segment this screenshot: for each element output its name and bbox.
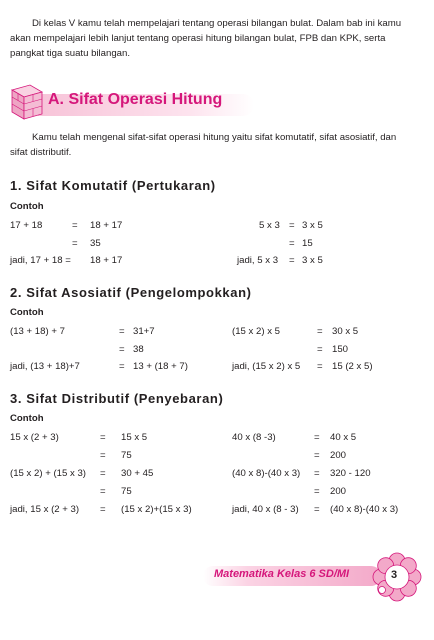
result-cell: 18 + 17 (90, 220, 123, 231)
result-cell: 15 x 5 (121, 432, 148, 443)
expr-cell: 5 x 3 (259, 220, 280, 231)
brick-wall-icon (8, 82, 44, 122)
expr-cell: jadi, 40 x (8 - 3) (232, 504, 299, 515)
expr-cell: (40 x 8)-(40 x 3) (232, 468, 301, 479)
expr-cell: jadi, 5 x 3 (237, 255, 279, 266)
equals-sign: = (317, 361, 323, 372)
expr-cell: (15 x 2) x 5 (232, 326, 280, 337)
result-cell: 31+7 (133, 326, 155, 337)
contoh-label: Contoh (10, 307, 44, 318)
expr-cell: jadi, (15 x 2) x 5 (232, 361, 301, 372)
equals-sign: = (119, 361, 125, 372)
result-cell: 15 (2 x 5) (332, 361, 373, 372)
section-a-header (8, 82, 258, 122)
equals-sign: = (119, 344, 125, 355)
contoh-label: Contoh (10, 201, 44, 212)
expr-cell: 17 + 18 (10, 220, 43, 231)
expr-cell: (13 + 18) + 7 (10, 326, 65, 337)
expr-cell: 40 x (8 -3) (232, 432, 276, 443)
expr-cell: jadi, (13 + 18)+7 (10, 361, 80, 372)
equals-sign: = (289, 220, 295, 231)
equals-sign: = (289, 238, 295, 249)
page-number: 3 (391, 569, 398, 581)
section-a-letter: A. (48, 91, 64, 108)
result-cell: 200 (330, 486, 347, 497)
result-cell: 320 - 120 (330, 468, 371, 479)
result-cell: 75 (121, 450, 132, 461)
equals-sign: = (72, 238, 78, 249)
result-cell: 18 + 17 (90, 255, 123, 266)
expr-cell: jadi, 17 + 18 = (10, 255, 71, 266)
result-cell: 35 (90, 238, 101, 249)
intro-paragraph: Di kelas V kamu telah mempelajari tentang operasi bilangan bulat. Dalam bab ini kamu akan mempelajari lebih lanjut tentang operasi hitung bilangan bulat, FPB dan KPK, serta pangkat tiga suatu bilangan. (10, 18, 402, 59)
heading-distributif: 3. Sifat Distributif (Penyebaran) (10, 391, 224, 406)
equals-sign: = (317, 326, 323, 337)
equals-sign: = (314, 486, 320, 497)
equals-sign: = (72, 220, 78, 231)
equals-sign: = (100, 486, 106, 497)
equals-sign: = (100, 432, 106, 443)
equals-sign: = (100, 450, 106, 461)
result-cell: (15 x 2)+(15 x 3) (121, 504, 192, 515)
expr-cell: (15 x 2) + (15 x 3) (10, 468, 86, 479)
equals-sign: = (100, 504, 106, 515)
result-cell: 38 (133, 344, 144, 355)
equals-sign: = (119, 326, 125, 337)
heading-asosiatif: 2. Sifat Asosiatif (Pengelompokkan) (10, 285, 252, 300)
result-cell: 13 + (18 + 7) (133, 361, 188, 372)
equals-sign: = (314, 432, 320, 443)
section-a-paragraph: Kamu telah mengenal sifat-sifat operasi hitung yaitu sifat komutatif, sifat asosiatif, dan sifat distributif. (10, 132, 397, 158)
section-a-title (48, 91, 222, 109)
equals-sign: = (314, 468, 320, 479)
result-cell: 15 (302, 238, 313, 249)
result-cell: 3 x 5 (302, 220, 323, 231)
expr-cell: 15 x (2 + 3) (10, 432, 59, 443)
equals-sign: = (314, 504, 320, 515)
heading-komutatif: 1. Sifat Komutatif (Pertukaran) (10, 178, 216, 193)
equals-sign: = (314, 450, 320, 461)
result-cell: 3 x 5 (302, 255, 323, 266)
result-cell: 200 (330, 450, 347, 461)
equals-sign: = (289, 255, 295, 266)
expr-cell: jadi, 15 x (2 + 3) (10, 504, 80, 515)
section-a-title-text: Sifat Operasi Hitung (68, 91, 223, 108)
result-cell: 30 x 5 (332, 326, 359, 337)
result-cell: (40 x 8)-(40 x 3) (330, 504, 399, 515)
result-cell: 40 x 5 (330, 432, 357, 443)
contoh-label: Contoh (10, 413, 44, 424)
footer-book-title: Matematika Kelas 6 SD/MI (214, 568, 350, 580)
result-cell: 75 (121, 486, 132, 497)
result-cell: 150 (332, 344, 349, 355)
result-cell: 30 + 45 (121, 468, 154, 479)
equals-sign: = (317, 344, 323, 355)
equals-sign: = (100, 468, 106, 479)
